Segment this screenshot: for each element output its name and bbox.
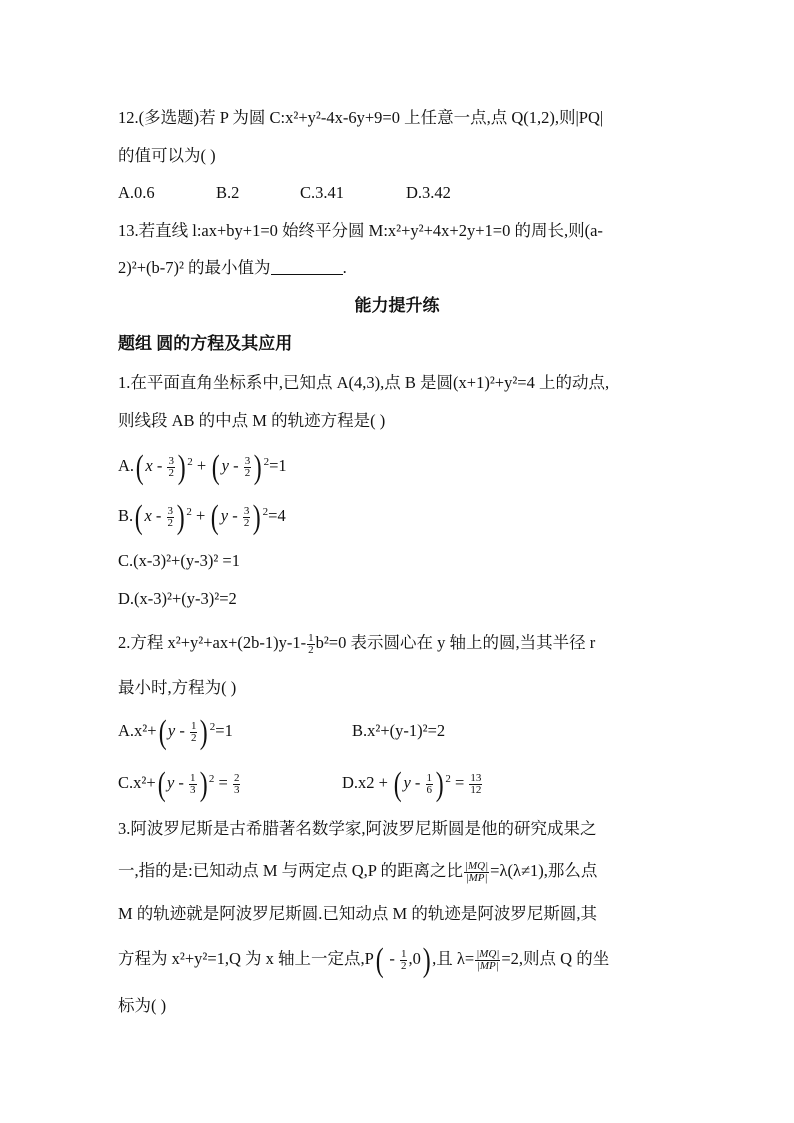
fraction: $\frac{3}{2}$ [168,454,174,479]
q1-stem-line1: 1.在平面直角坐标系中,已知点 A(4,3),点 B 是圆(x+1)²+y²=4 上的动点, [118,373,610,392]
q13-stem-line1: 13.若直线 l:ax+by+1=0 始终平分圆 M:x²+y²+4x+2y+1=0 的周长,则(a- [118,221,603,240]
q12-stem-line1: 12.(多选题)若 P 为圆 C:x²+y²-4x-6y+9=0 上任意一点,点 Q(1,2),则|PQ| [118,108,604,127]
fraction: $\frac{|MQ|}{|MP|}$ [465,859,489,884]
q2-option-c: C.x²+( y - $\frac{1}{3}$ ) $^2$ = $\frac{2}{3}$ [118,766,240,803]
q2-option-a: A.x²+( y - $\frac{1}{2}$ ) $^2$=1 [118,714,233,751]
q1-option-b: B.( x - $\frac{3}{2}$ ) $^2$ + ( y - $\frac{3}{2}$ ) $^2$=4 [118,499,286,536]
option-rhs: =4 [268,506,286,525]
q12-option-c: C.3.41 [300,183,345,202]
q13-stem-line2 [118,257,347,279]
fraction: $\frac{|MQ|}{|MP|}$ [476,947,500,972]
section-title: 能力提升练 [354,296,440,315]
fraction: $\frac{3}{2}$ [167,504,174,529]
fraction: $\frac{1}{2}$ [190,719,197,744]
q2-stem-line1 [118,632,595,656]
answer-blank [271,260,343,275]
q2-stem-text-end: b²=0 表示圆心在 y 轴上的圆,当其半径 r [315,633,596,652]
q1-option-c: C.(x-3)²+(y-3)² =1 [118,551,240,570]
fraction: $\frac{1}{3}$ [190,771,196,796]
q1-option-d: D.(x-3)²+(y-3)²=2 [118,589,237,608]
q13-stem-end: . [342,258,347,277]
q12-stem-line2: 的值可以为( ) [118,146,216,165]
q2-option-b: B.x²+(y-1)²=2 [352,721,446,740]
fraction: $\frac{1}{6}$ [426,771,433,796]
q13-stem-text: 2)²+(b-7)² 的最小值为 [118,258,271,277]
option-rhs: =1 [269,456,287,475]
option-label: A. [118,456,135,475]
option-label: B. [118,506,134,525]
q2-option-d: D.x2 + ( y - $\frac{1}{6}$ ) $^2$ = $\frac{13}{12}$ [342,766,482,803]
fraction: $\frac{3}{2}$ [244,454,251,479]
q3-stem-line1: 3.阿波罗尼斯是古希腊著名数学家,阿波罗尼斯圆是他的研究成果之 [118,819,597,838]
q12-option-b: B.2 [216,183,240,202]
q12-option-d: D.3.42 [406,183,451,202]
group-title: 题组 圆的方程及其应用 [118,334,293,353]
fraction: $\frac{13}{12}$ [470,771,482,796]
q1-stem-line2: 则线段 AB 的中点 M 的轨迹方程是( ) [118,411,386,430]
q1-option-a: A.( x - $\frac{3}{2}$ ) $^2$ + ( y - $\frac{3}{2}$ ) $^2$=1 [118,449,287,486]
fraction: $\frac{3}{2}$ [243,504,250,529]
q12-option-a: A.0.6 [118,183,155,202]
q3-stem-line3: M 的轨迹就是阿波罗尼斯圆.已知动点 M 的轨迹是阿波罗尼斯圆,其 [118,904,597,923]
q3-stem-line5: 标为( ) [118,996,167,1015]
fraction: $\frac{1}{2}$ [308,631,314,656]
q3-stem-line2: 一,指的是:已知动点 M 与两定点 Q,P 的距离之比 $\frac{|MQ|}{|MP|}$ =λ(λ≠1),那么点 [118,859,598,884]
fraction: $\frac{1}{2}$ [400,947,407,972]
q2-stem-text: 2.方程 x²+y²+ax+(2b-1)y-1- [118,633,307,652]
q2-stem-line2: 最小时,方程为( ) [118,678,237,697]
fraction: $\frac{2}{3}$ [233,771,240,796]
q3-stem-line4: 方程为 x²+y²=1,Q 为 x 轴上一定点,P( - $\frac{1}{2}$ ,0) ,且 λ= $\frac{|MQ|}{|MP|}$ =2,则点 Q 的坐 [118,942,610,979]
